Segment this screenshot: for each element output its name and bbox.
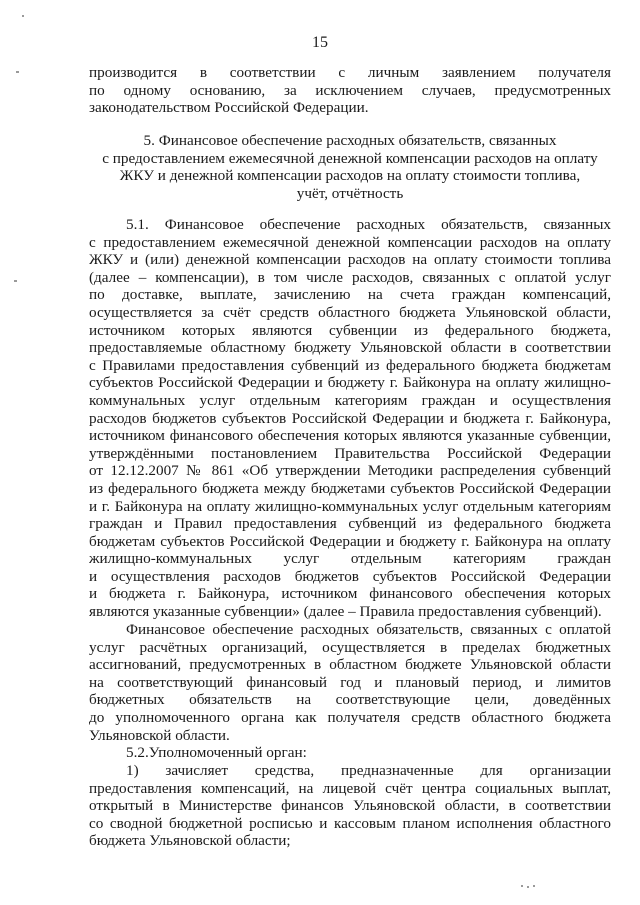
text-line: услуг расчётных организаций, осуществляется в пределах бюджетных: [89, 638, 611, 656]
scan-mark: [527, 886, 529, 888]
text-line: расходов бюджетов субъектов Российской Федерации и бюджета г. Байконура,: [89, 409, 611, 427]
text-line: и бюджета г. Байконура, источником финансового обеспечения которых: [89, 585, 611, 603]
heading-line: учёт, отчётность: [296, 184, 404, 202]
text-line: и г. Байконура на оплату жилищно-коммунальных услуг отдельным категориям: [89, 497, 611, 515]
scan-mark: [22, 15, 24, 17]
text-line: предоставления компенсаций, на лицевой счёт центра социальных выплат,: [89, 779, 611, 797]
text-line: по доставке, выплате, зачислению на счета граждан компенсаций,: [89, 286, 611, 304]
text-line: Ульяновской области.: [89, 726, 230, 744]
text-line: жилищно-коммунальных услуг отдельным категориям граждан: [89, 550, 611, 568]
text-line: 5.2.Уполномоченный орган:: [126, 744, 307, 761]
text-line: субъектов Российской Федерации и бюджету г. Байконура на оплату жилищно-: [89, 374, 611, 392]
scan-mark: [521, 885, 523, 887]
text-line: от 12.12.2007 № 861 «Об утверждении Методики распределения субвенций: [89, 462, 611, 480]
text-line: Финансовое обеспечение расходных обязательств, связанных с оплатой: [126, 621, 611, 638]
text-line: предоставляемые областному бюджету Ульяновской области в соответствии: [89, 339, 611, 357]
paragraph-financing: [89, 621, 611, 744]
text-line: утверждёнными постановлением Правительства Российской Федерации: [89, 444, 611, 462]
text-line: ассигнований, предусмотренных в областном бюджете Ульяновской области: [89, 656, 611, 674]
text-line: и осуществления расходов бюджетов субъектов Российской Федерации: [89, 567, 611, 585]
intro-paragraph: [89, 64, 611, 117]
text-line: по одному основанию, за исключением случаев, предусмотренных: [89, 81, 611, 99]
paragraph-5-1: [89, 216, 611, 621]
text-line: со сводной бюджетной росписью и кассовым планом исполнения областного: [89, 814, 611, 832]
text-line: (далее – компенсации), в том числе расходов, связанных с оплатой услуг: [89, 268, 611, 286]
scan-mark: [533, 885, 535, 887]
paragraph-5-2-heading: [89, 744, 611, 762]
section-heading: [89, 132, 611, 202]
text-line: законодательством Российской Федерации.: [89, 99, 369, 117]
text-line: источником которых являются субвенции из федерального бюджета,: [89, 321, 611, 339]
page-number: 15: [312, 34, 328, 51]
text-line: 1) зачисляет средства, предназначенные для организации: [126, 762, 611, 779]
text-line: бюджета Ульяновской области;: [89, 832, 291, 850]
text-line: являются указанные субвенции» (далее – Правила предоставления субвенций).: [89, 603, 602, 621]
text-line: ЖКУ и (или) денежной компенсации расходов на оплату стоимости топлива: [89, 251, 611, 269]
text-line: источником финансового обеспечения которых являются указанные субвенции,: [89, 427, 611, 445]
text-line: граждан и Правил предоставления субвенций из федерального бюджета: [89, 515, 611, 533]
text-line: с предоставлением ежемесячной денежной компенсации расходов на оплату: [89, 233, 611, 251]
heading-line: с предоставлением ежемесячной денежной компенсации расходов на оплату: [102, 149, 598, 167]
text-line: из федерального бюджета между бюджетами субъектов Российской Федерации: [89, 479, 611, 497]
text-line: на соответствующий финансовый год и плановый период, и лимитов: [89, 673, 611, 691]
text-line: коммунальных услуг отдельным категориям граждан и осуществления: [89, 391, 611, 409]
text-line: осуществляется за счёт средств областного бюджета Ульяновской области,: [89, 303, 611, 321]
heading-line: 5. Финансовое обеспечение расходных обязательств, связанных: [143, 132, 557, 149]
paragraph-5-2-item-1: [89, 762, 611, 850]
scan-mark: [14, 280, 17, 282]
heading-line: ЖКУ и денежной компенсации расходов на оплату стоимости топлива,: [119, 167, 581, 185]
text-line: открытый в Министерстве финансов Ульяновской области, в соответствии: [89, 797, 611, 815]
scan-mark: [16, 71, 19, 73]
text-line: производится в соответствии с личным заявлением получателя: [89, 64, 611, 81]
text-line: с Правилами предоставления субвенций из федерального бюджета бюджетам: [89, 356, 611, 374]
text-line: бюджетам субъектов Российской Федерации и бюджету г. Байконура на оплату: [89, 532, 611, 550]
text-line: 5.1. Финансовое обеспечение расходных обязательств, связанных: [126, 216, 611, 233]
text-line: бюджетных обязательств на соответствующие цели, доведённых: [89, 691, 611, 709]
text-line: до уполномоченного органа как получателя средств областного бюджета: [89, 708, 611, 726]
